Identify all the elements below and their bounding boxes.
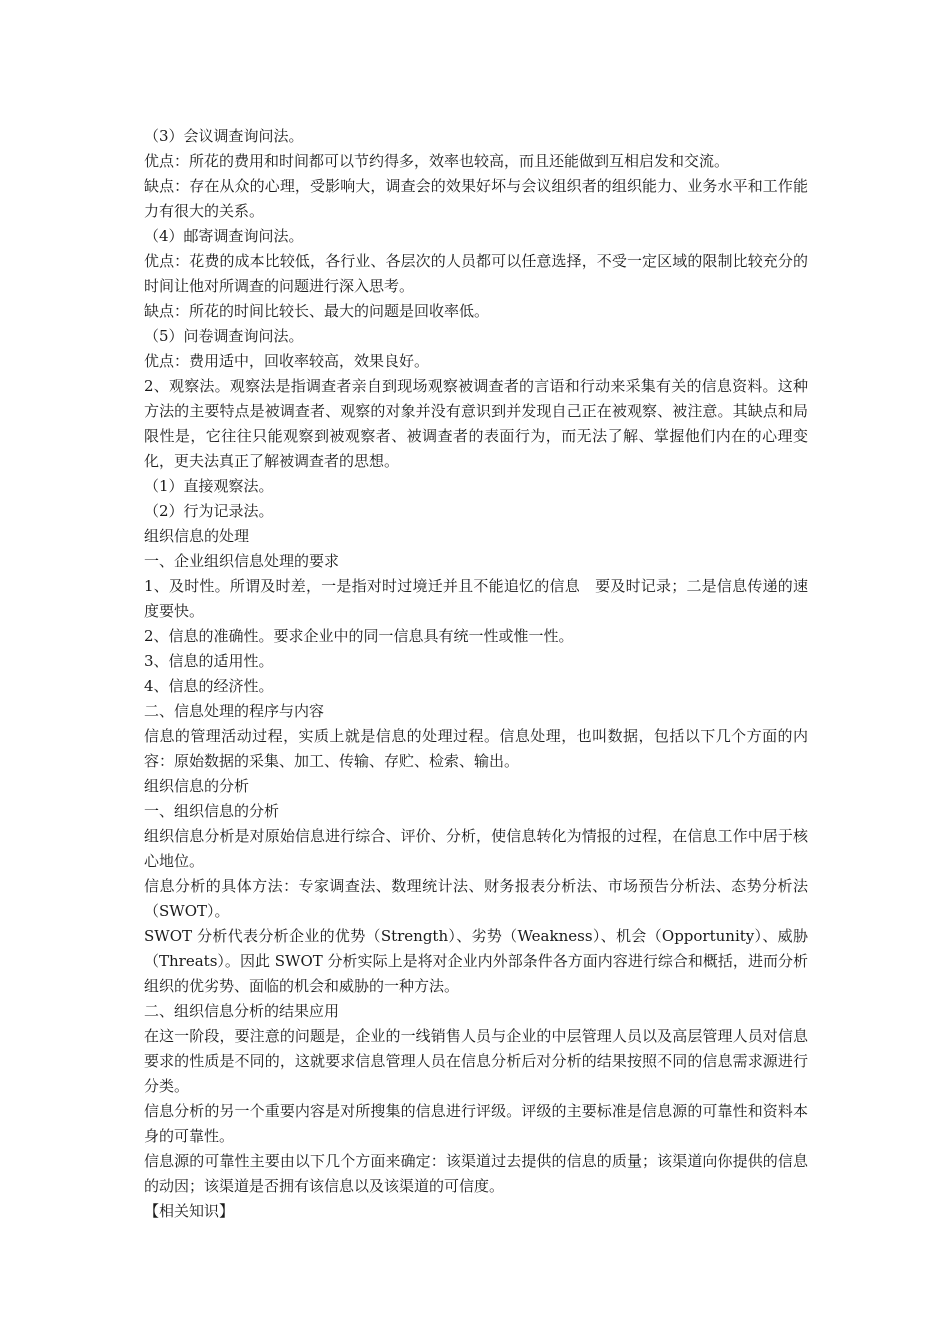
paragraph: 信息的管理活动过程，实质上就是信息的处理过程。信息处理，也叫数据，包括以下几个方面的内容：原始数据的采集、加工、传输、存贮、检索、输出。 bbox=[144, 727, 808, 770]
paragraph: 缺点：存在从众的心理，受影响大，调查会的效果好坏与会议组织者的组织能力、业务水平和工作能力有很大的关系。 bbox=[144, 177, 808, 220]
paragraph: （3）会议调查询问法。 bbox=[144, 127, 304, 145]
paragraph: 1、及时性。所谓及时差，一是指对时过境迁并且不能追忆的信息 要及时记录；二是信息传递的速度要快。 bbox=[144, 577, 808, 620]
paragraph: 信息分析的具体方法：专家调查法、数理统计法、财务报表分析法、市场预告分析法、态势分析法（SWOT）。 bbox=[144, 877, 808, 920]
paragraph: 优点：费用适中，回收率较高，效果良好。 bbox=[144, 352, 430, 370]
document-body bbox=[144, 124, 808, 1224]
paragraph: 4、信息的经济性。 bbox=[144, 677, 274, 695]
paragraph: （2）行为记录法。 bbox=[144, 502, 274, 520]
subsection-heading: 一、企业组织信息处理的要求 bbox=[144, 552, 340, 570]
paragraph: SWOT 分析代表分析企业的优势（Strength）、劣势（Weakness）、机会（Opportunity）、威胁（Threats）。因此 SWOT 分析实际上是将对企业内外部条件各方面内容进行综合和概括，进而分析组织的优劣势、面临的机会和威胁的一种方法。 bbox=[144, 927, 808, 995]
paragraph: （5）问卷调查询问法。 bbox=[144, 327, 304, 345]
paragraph: （4）邮寄调查询问法。 bbox=[144, 227, 304, 245]
paragraph: 优点：花费的成本比较低，各行业、各层次的人员都可以任意选择，不受一定区域的限制比较充分的时间让他对所调查的问题进行深入思考。 bbox=[144, 252, 808, 295]
paragraph: 2、信息的准确性。要求企业中的同一信息具有统一性或惟一性。 bbox=[144, 627, 574, 645]
paragraph: 在这一阶段，要注意的问题是，企业的一线销售人员与企业的中层管理人员以及高层管理人员对信息要求的性质是不同的，这就要求信息管理人员在信息分析后对分析的结果按照不同的信息需求源进行分类。 bbox=[144, 1027, 808, 1095]
paragraph: 信息分析的另一个重要内容是对所搜集的信息进行评级。评级的主要标准是信息源的可靠性和资料本身的可靠性。 bbox=[144, 1102, 808, 1145]
paragraph: 组织信息分析是对原始信息进行综合、评价、分析，使信息转化为情报的过程，在信息工作中居于核心地位。 bbox=[144, 827, 808, 870]
paragraph: 缺点：所花的时间比较长、最大的问题是回收率低。 bbox=[144, 302, 490, 320]
paragraph: 2、观察法。观察法是指调查者亲自到现场观察被调查者的言语和行动来采集有关的信息资料。这种方法的主要特点是被调查者、观察的对象并没有意识到并发现自己正在被观察、被注意。其缺点和局限性是，它往往只能观察到被观察者、被调查者的表面行为，而无法了解、掌握他们内在的心理变化，更夫法真正了解被调查者的思想。 bbox=[144, 377, 808, 470]
section-heading: 组织信息的处理 bbox=[144, 527, 250, 545]
paragraph: 3、信息的适用性。 bbox=[144, 652, 274, 670]
paragraph: 优点：所花的费用和时间都可以节约得多，效率也较高，而且还能做到互相启发和交流。 bbox=[144, 152, 730, 170]
paragraph: 信息源的可靠性主要由以下几个方面来确定：该渠道过去提供的信息的质量；该渠道向你提供的信息的动因；该渠道是否拥有该信息以及该渠道的可信度。 bbox=[144, 1152, 808, 1195]
subsection-heading: 二、组织信息分析的结果应用 bbox=[144, 1002, 340, 1020]
paragraph: （1）直接观察法。 bbox=[144, 477, 274, 495]
subsection-heading: 一、组织信息的分析 bbox=[144, 802, 280, 820]
section-heading: 组织信息的分析 bbox=[144, 777, 250, 795]
subsection-heading: 二、信息处理的程序与内容 bbox=[144, 702, 325, 720]
related-knowledge-heading: 【相关知识】 bbox=[144, 1202, 235, 1220]
